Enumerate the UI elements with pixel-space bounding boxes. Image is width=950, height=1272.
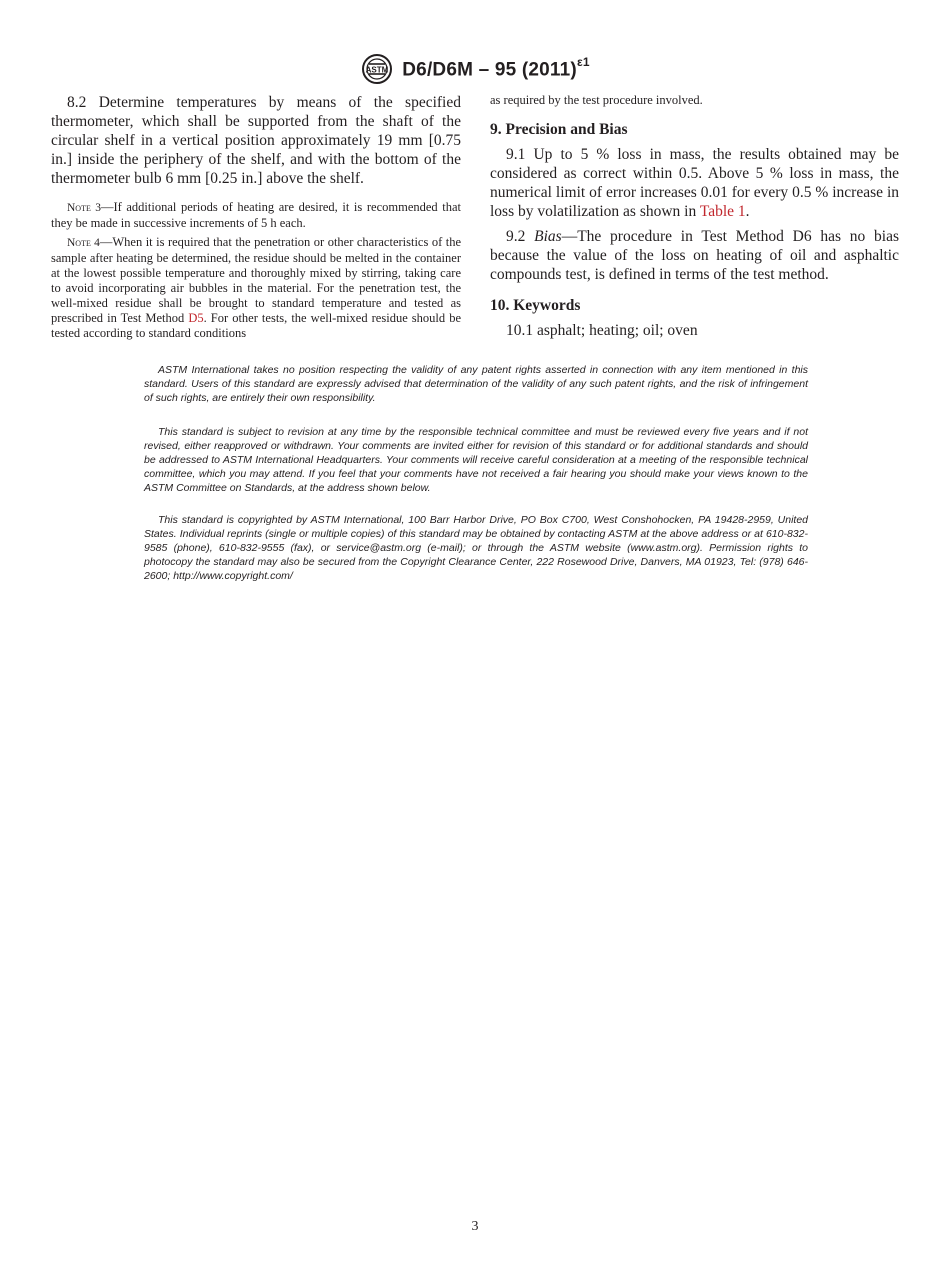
note-3: Note 3—If additional periods of heating are desired, it is recommended that they be made in successive increments of 5 h each.: [51, 200, 461, 230]
logo-text: ASTM: [365, 65, 389, 75]
table-1-link[interactable]: Table 1: [699, 203, 746, 220]
epsilon-superscript: ε1: [576, 54, 590, 69]
page-header: [0, 52, 950, 86]
revision-notice: This standard is subject to revision at any time by the responsible technical committee and must be reviewed every five years and if not revised, either reapproved or withdrawn. Your comments are invited either for revision of this standard or for additional standards and should be addressed to ASTM International Headquarters. Your comments will receive careful consideration at a meeting of the responsible technical committee, which you may attend. If you feel that your comments have not received a fair hearing you should make your views known to the ASTM Committee on Standards, at the address shown below.: [144, 426, 808, 494]
d5-link[interactable]: D5: [188, 311, 204, 325]
patent-disclaimer: ASTM International takes no position respecting the validity of any patent rights asserted in connection with any item mentioned in this standard. Users of this standard are expressly advised that determination of the validity of any such patent rights, and the risk of infringement of such rights, are entirely their own responsibility.: [144, 364, 808, 404]
left-column: [51, 93, 461, 341]
section-10-heading: 10. Keywords: [490, 297, 581, 314]
right-column: [490, 93, 899, 340]
paragraph-9-2: 9.2 Bias—The procedure in Test Method D6 has no bias because the value of the loss on heating of oil and asphaltic compounds test, is defined in terms of the test method.: [490, 228, 900, 283]
standard-designation: D6/D6M – 95 $(2011)^{\varepsilon 1}$: [402, 54, 590, 81]
paragraph-10-1: 10.1 asphalt; heating; oil; oven: [506, 322, 698, 339]
page-number: 3: [471, 1219, 479, 1234]
note-4: Note 4—When it is required that the penetration or other characteristics of the sample after heating be determined, the residue should be melted in the container at the lowest possible temperature and thoroughly mixed by stirring, taking care to avoid incorporating air bubbles in the material. For the penetration test, the well-mixed residue shall be brought to standard temperature and tested as prescribed in Test Method D5. For other tests, the well-mixed residue should be tested according to standard conditions: [51, 235, 462, 340]
copyright-notice: This standard is copyrighted by ASTM International, 100 Barr Harbor Drive, PO Box C700, West Conshohocken, PA 19428-2959, United States. Individual reprints (single or multiple copies) of this standard may be obtained by contacting ASTM at the above address or at 610-832-9585 (phone), 610-832-9555 (fax), or service@astm.org (e-mail); or through the ASTM website (www.astm.org). Permission rights to photocopy the standard may also be secured from the Copyright Clearance Center, 222 Rosewood Drive, Danvers, MA 01923, Tel: (978) 646-2600; http://www.copyright.com/: [144, 514, 808, 582]
continuation-text: as required by the test procedure involved.: [490, 93, 703, 107]
paragraph-8-2: 8.2 Determine temperatures by means of the specified thermometer, which shall be supported from the shaft of the circular shelf in a vertical position approximately 19 mm [0.75 in.] inside the periphery of the shelf, and with the bottom of the thermometer bulb 6 mm [0.25 in.] above the shelf.: [51, 94, 461, 187]
note-3-label: Note 3: [67, 202, 101, 214]
note-4-label: Note 4: [67, 237, 100, 249]
section-9-heading: 9. Precision and Bias: [490, 121, 628, 138]
bias-term: Bias: [534, 228, 562, 245]
astm-logo-icon: [360, 53, 394, 85]
paragraph-9-1: 9.1 Up to 5 % loss in mass, the results obtained may be considered as correct within 0.5. Above 5 % loss in mass, the numerical limit of error increases 0.01 for every 0.5 % increase in loss by volatilization as shown in Table 1.: [490, 146, 899, 220]
